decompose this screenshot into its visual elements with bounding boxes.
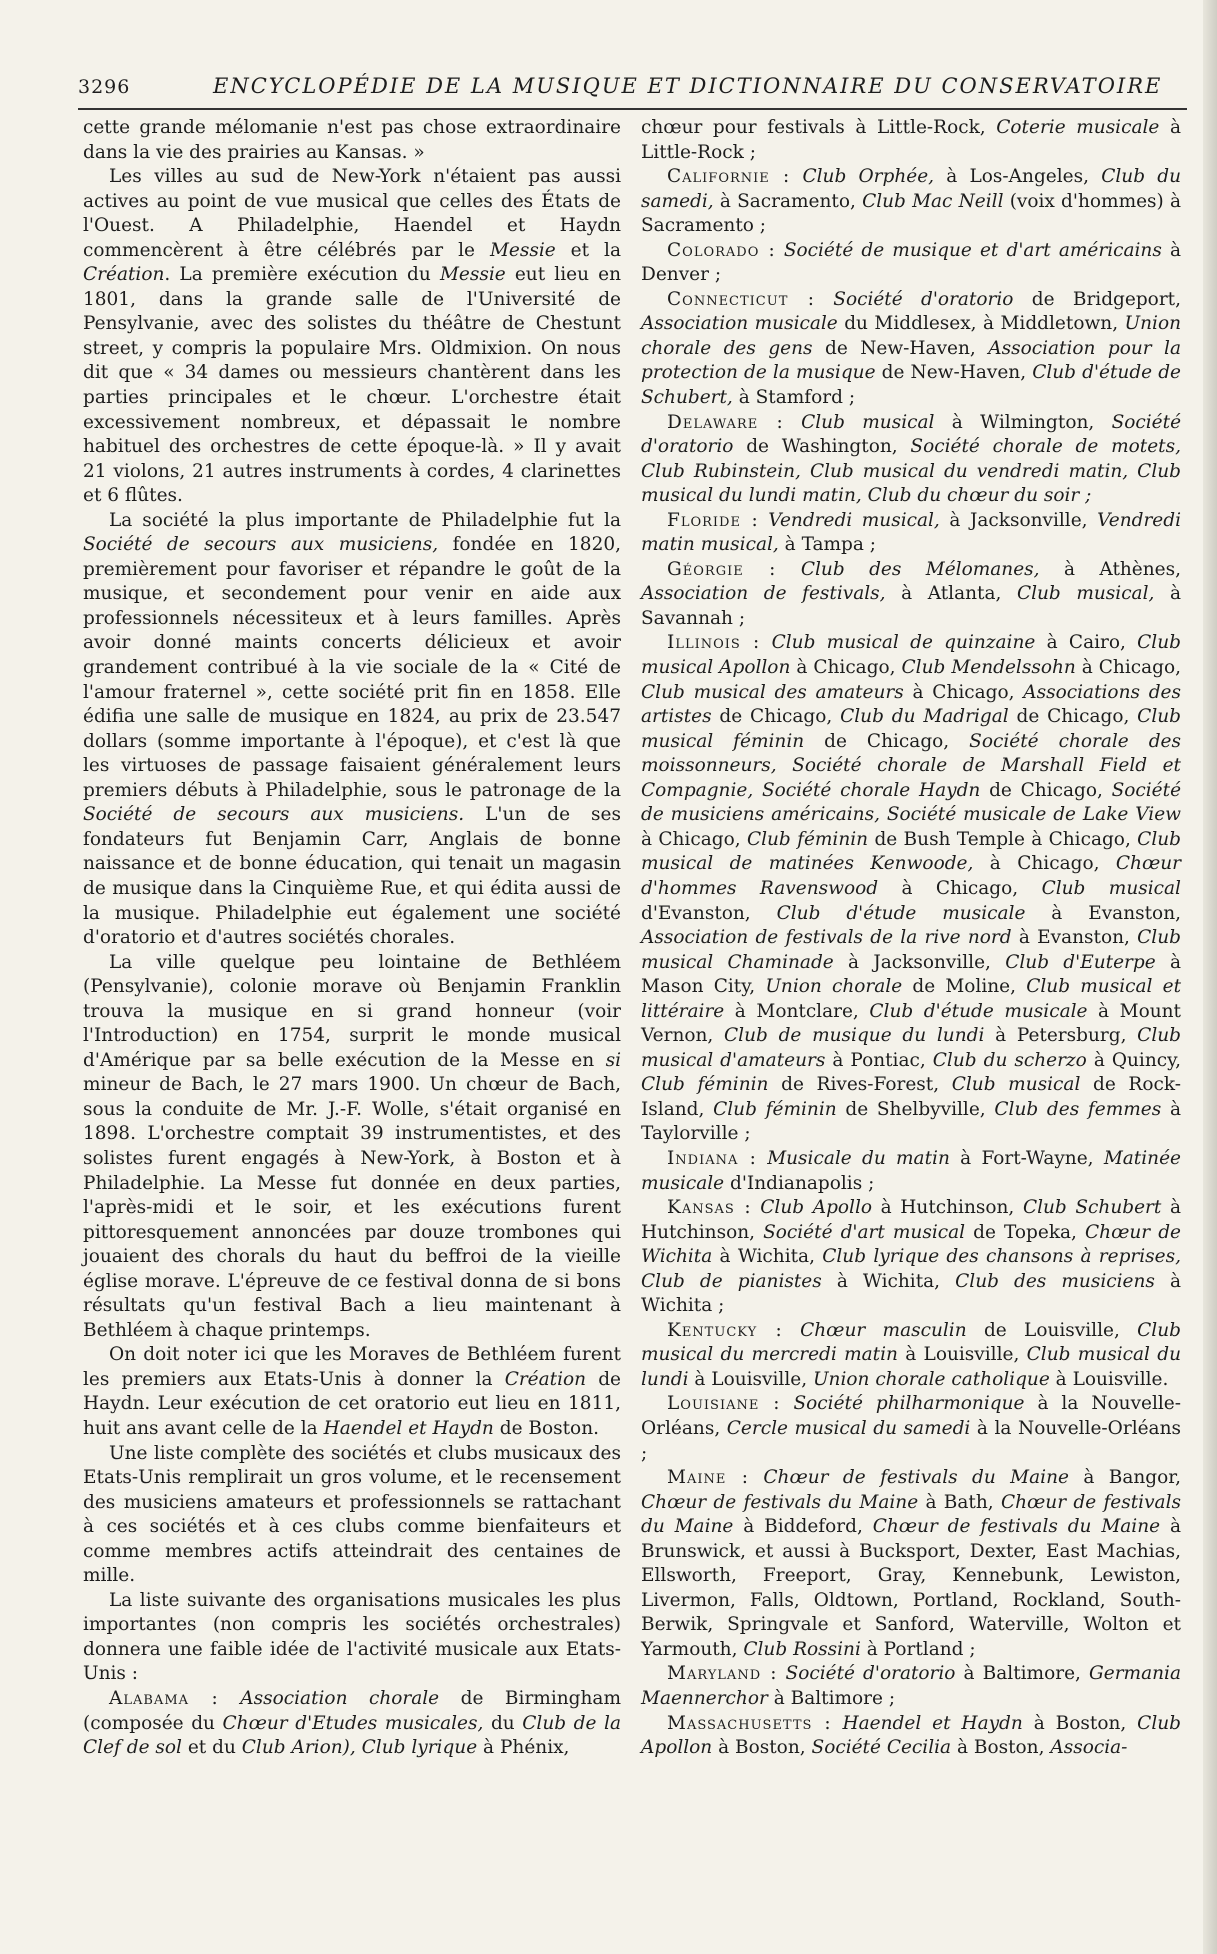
state-name: Massachusetts :: [667, 1712, 832, 1734]
list-entry-massachusetts: Massachusetts : Haendel et Haydn à Boston, Club Apollon à Boston, Société Cecilia à Boston, Associa-: [641, 1712, 1182, 1759]
state-name: Californie :: [667, 166, 791, 188]
list-entry-connecticut: Connecticut : Société d'oratorio de Bridgeport, Association musicale du Middlesex, à Middletown, Union chorale des gens de New-Haven, Association pour la protection de la musique de New-Haven, Club d'étude de Schubert, à Stamford ;: [641, 288, 1182, 409]
state-name: Delaware :: [667, 411, 784, 433]
running-title: ENCYCLOPÉDIE DE LA MUSIQUE ET DICTIONNAIRE DU CONSERVATOIRE: [213, 74, 1163, 98]
list-entry-delaware: Delaware : Club musical à Wilmington, Société d'oratorio de Washington, Société chorale de motets, Club Rubinstein, Club musical du vendredi matin, Club musical du lundi matin, Club du chœur du soir ;: [641, 411, 1182, 507]
page-number: 3296: [78, 76, 131, 98]
list-entry-alabama: Alabama : Association chorale de Birmingham (composée du Chœur d'Etudes musicales, du Club de la Clef de sol et du Club Arion), Club lyrique à Phénix,: [83, 1688, 621, 1759]
paragraph: La ville quelque peu lointaine de Bethléem (Pensylvanie), colonie morave où Benjamin Franklin trouva la musique en si grand honneur (voir l'Introduction) en 1754, surprit le monde musical d'Amérique par sa belle exécution de la Messe en si mineur de Bach, le 27 mars 1900. Un chœur de Bach, sous la conduite de Mr. J.-F. Wolle, s'était organisé en 1898. L'orchestre comptait 39 instrumentistes, et des solistes furent engagés à New-York, à Boston et à Philadelphie. La Messe fut donnée en deux parties, l'après-midi et le soir, et les exécutions furent pittoresquement annoncées par douze trombones qui jouaient des chorals du haut du beffroi de la vieille église morave. L'épreuve de ce festival donna de si bons résultats qu'un festival Bach a lieu maintenant à Bethléem à chaque printemps.: [83, 951, 621, 1341]
list-entry-maine: Maine : Chœur de festivals du Maine à Bangor, Chœur de festivals du Maine à Bath, Chœur de festivals du Maine à Biddeford, Chœur de festivals du Maine à Brunswick, et aussi à Bucksport, Dexter, East Machias, Ellsworth, Freeport, Gray, Kennebunk, Lewiston, Livermon, Falls, Oldtown, Portland, Rockland, South-Berwik, Springvale et Sanford, Waterville, Wolton et Yarmouth, Club Rossini à Portland ;: [641, 1467, 1181, 1660]
list-entry-floride: Floride : Vendredi musical, à Jacksonville, Vendredi matin musical, à Tampa ;: [641, 509, 1182, 556]
right-column: [641, 116, 1181, 1761]
paragraph: Les villes au sud de New-York n'étaient pas aussi actives au point de vue musical que celles des États de l'Ouest. A Philadelphie, Haendel et Haydn commencèrent à être célébrés par le Messie et la Création. La première exécution du Messie eut lieu en 1801, dans la grande salle de l'Université de Pensylvanie, avec des solistes du théâtre de Chestunt street, y compris la populaire Mrs. Oldmixion. On nous dit que « 34 dames ou messieurs chantèrent dans les parties principales et le chœur. L'orchestre était excessivement nombreux, et dépassait le nombre habituel des orchestres de cette époque-là. » Il y avait 21 violons, 21 autres instruments à cordes, 4 clarinettes et 6 flûtes.: [83, 166, 621, 507]
list-entry-illinois: Illinois : Club musical de quinzaine à Cairo, Club musical Apollon à Chicago, Club Mendelssohn à Chicago, Club musical des amateurs à Chicago, Associations des artistes de Chicago, Club du Madrigal de Chicago, Club musical féminin de Chicago, Société chorale des moissonneurs, Société chorale de Marshall Field et Compagnie, Société chorale Haydn de Chicago, Société de musiciens américains, Société musicale de Lake View à Chicago, Club féminin de Bush Temple à Chicago, Club musical de matinées Kenwoode, à Chicago, Chœur d'hommes Ravenswood à Chicago, Club musical d'Evanston, Club d'étude musicale à Evanston, Association de festivals de la rive nord à Evanston, Club musical Chaminade à Jacksonville, Club d'Euterpe à Mason City, Union chorale de Moline, Club musical et littéraire à Montclare, Club d'étude musicale à Mount Vernon, Club de musique du lundi à Petersburg, Club musical d'amateurs à Pontiac, Club du scherzo à Quincy, Club féminin de Rives-Forest, Club musical de Rock-Island, Club féminin de Shelbyville, Club des femmes à Taylorville ;: [641, 632, 1182, 1145]
list-entry-kentucky: Kentucky : Chœur masculin de Louisville, Club musical du mercredi matin à Louisville, Club musical du lundi à Louisville, Union chorale catholique à Louisville.: [641, 1319, 1181, 1390]
list-entry-kansas: Kansas : Club Apollo à Hutchinson, Club Schubert à Hutchinson, Société d'art musical de Topeka, Chœur de Wichita à Wichita, Club lyrique des chansons à reprises, Club de pianistes à Wichita, Club des musiciens à Wichita ;: [641, 1197, 1181, 1317]
state-name: Géorgie :: [667, 558, 777, 580]
state-name: Alabama :: [109, 1688, 219, 1709]
state-name: Illinois :: [667, 632, 761, 654]
scan-edge: [1203, 0, 1217, 1954]
state-name: Louisiane :: [667, 1393, 781, 1415]
state-name: Colorado :: [667, 239, 776, 261]
list-entry-continued: chœur pour festivals à Little-Rock, Coterie musicale à Little-Rock ;: [641, 117, 1181, 163]
state-name: Kansas :: [667, 1197, 752, 1219]
state-name: Indiana :: [667, 1147, 757, 1169]
paragraph: La société la plus importante de Philadelphie fut la Société de secours aux musiciens, fondée en 1820, premièrement pour favoriser et répandre le goût de la musique, et secondement pour venir en aide aux professionnels nécessiteux et à leurs familles. Après avoir donné maints concerts délicieux et avoir grandement contribué à la vie sociale de la « Cité de l'amour fraternel », cette société prit fin en 1858. Elle édifia une salle de musique en 1824, au prix de 23.547 dollars (somme importante à l'époque), et c'est là que les virtuoses de passage faisaient généralement leurs premiers débuts à Philadelphie, sous le patronage de la Société de secours aux musiciens. L'un de ses fondateurs fut Benjamin Carr, Anglais de bonne naissance et de bonne éducation, qui tenait un magasin de musique dans la Cinquième Rue, et qui édita aussi de la musique. Philadelphie eut également une société d'oratorio et d'autres sociétés chorales.: [83, 509, 621, 949]
paragraph: La liste suivante des organisations musicales les plus importantes (non compris les sociétés orchestrales) donnera une faible idée de l'activité musicale aux Etats-Unis :: [83, 1589, 621, 1685]
list-entry-californie: Californie : Club Orphée, à Los-Angeles, Club du samedi, à Sacramento, Club Mac Neill (voix d'hommes) à Sacramento ;: [641, 166, 1182, 237]
state-name: Kentucky :: [667, 1319, 783, 1341]
list-entry-maryland: Maryland : Société d'oratorio à Baltimore, Germania Maennerchor à Baltimore ;: [641, 1663, 1181, 1709]
paragraph: Une liste complète des sociétés et clubs musicaux des Etats-Unis remplirait un gros volume, et le recensement des musiciens amateurs et professionnels se rattachant à ces sociétés et à ces clubs comme bienfaiteurs et comme membres actifs atteindrait des centaines de mille.: [83, 1442, 621, 1587]
left-column: [83, 116, 621, 1761]
state-name: Floride :: [667, 509, 759, 531]
list-entry-georgie: Géorgie : Club des Mélomanes, à Athènes, Association de festivals, à Atlanta, Club musical, à Savannah ;: [641, 558, 1181, 629]
state-name: Maine :: [667, 1467, 749, 1489]
list-entry-colorado: Colorado : Société de musique et d'art américains à Denver ;: [641, 239, 1181, 286]
paragraph: On doit noter ici que les Moraves de Bethléem furent les premiers aux Etats-Unis à donner la Création de Haydn. Leur exécution de cet oratorio eut lieu en 1811, huit ans avant celle de la Haendel et Haydn de Boston.: [83, 1344, 621, 1439]
state-name: Connecticut :: [667, 288, 815, 310]
paragraph: cette grande mélomanie n'est pas chose extraordinaire dans la vie des prairies au Kansas. »: [83, 117, 621, 163]
state-name: Maryland :: [667, 1663, 778, 1685]
page-header: [78, 74, 1187, 110]
list-entry-louisiane: Louisiane : Société philharmonique à la Nouvelle-Orléans, Cercle musical du samedi à la Nouvelle-Orléans ;: [641, 1393, 1182, 1464]
list-entry-indiana: Indiana : Musicale du matin à Fort-Wayne, Matinée musicale d'Indianapolis ;: [641, 1147, 1181, 1194]
